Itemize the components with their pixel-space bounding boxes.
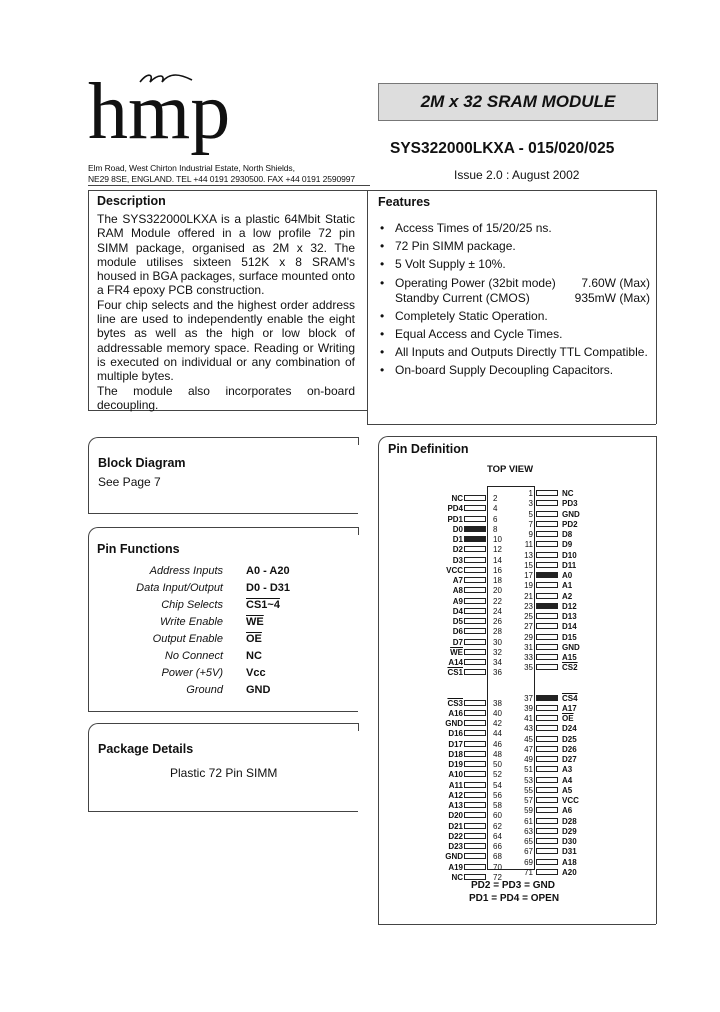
pin-function-value: CS1~4 — [246, 599, 280, 611]
pin-pad — [536, 807, 558, 813]
pin-pad — [464, 536, 486, 542]
pin-pad — [536, 859, 558, 865]
pin-pad — [464, 608, 486, 614]
pin-signal-left: D6 — [452, 627, 463, 637]
pin-pad — [536, 777, 558, 783]
pin-pad — [464, 628, 486, 634]
pin-number-right: 13 — [524, 550, 533, 560]
pin-pad — [536, 766, 558, 772]
pin-number-left: 64 — [493, 831, 502, 841]
pin-pad — [536, 552, 558, 558]
pin-number-left: 6 — [493, 514, 498, 524]
pin-signal-left: PD4 — [447, 504, 463, 514]
pin-pad — [464, 495, 486, 501]
pin-number-left: 54 — [493, 780, 502, 790]
pin-number-left: 22 — [493, 596, 502, 606]
pin-pad — [536, 736, 558, 742]
pin-pad — [464, 516, 486, 522]
pin-pad — [536, 848, 558, 854]
frame-tick — [358, 437, 359, 445]
pin-signal-left: D7 — [452, 637, 463, 647]
pin-number-right: 9 — [528, 530, 533, 539]
pin-pad — [464, 618, 486, 624]
pin-number-right: 53 — [524, 775, 533, 785]
address-line-1: Elm Road, West Chirton Industrial Estate, North Shields, — [88, 163, 295, 173]
pin-pad — [536, 644, 558, 650]
pin-pad — [464, 659, 486, 665]
pin-pad — [536, 869, 558, 875]
frame-bottom — [378, 924, 656, 925]
features-list — [378, 221, 650, 382]
pin-number-left: 52 — [493, 770, 502, 780]
pin-pad — [536, 541, 558, 547]
pin-pad — [464, 567, 486, 573]
pin-signal-right: GND — [562, 509, 580, 519]
pin-signal-left: D23 — [448, 842, 463, 851]
pin-signal-right: D27 — [562, 755, 577, 764]
pin-number-right: 11 — [524, 540, 533, 550]
pin-number-left: 30 — [493, 637, 502, 647]
pin-number-right: 21 — [524, 591, 533, 601]
pin-number-left: 2 — [493, 494, 498, 503]
pin-number-left: 4 — [493, 504, 498, 514]
pin-function-label: Output Enable — [152, 633, 223, 645]
pin-number-right: 45 — [524, 734, 533, 744]
pin-signal-left: CS1 — [447, 668, 463, 678]
pin-number-left: 24 — [493, 606, 502, 616]
pin-number-right: 55 — [524, 785, 533, 795]
pin-signal-right: D28 — [562, 816, 577, 826]
pin-number-left: 18 — [493, 576, 502, 585]
pin-pad — [536, 511, 558, 517]
pin-signal-left: D5 — [452, 617, 463, 626]
pin-signal-left: D20 — [448, 811, 463, 821]
pin-number-right: 65 — [524, 837, 533, 846]
pin-number-left: 62 — [493, 821, 502, 831]
pin-pad — [464, 874, 486, 880]
pin-signal-left: PD1 — [447, 514, 463, 524]
pin-pad — [464, 782, 486, 788]
pin-signal-right: A5 — [562, 785, 573, 795]
pin-number-left: 68 — [493, 852, 502, 862]
pin-number-right: 15 — [524, 560, 533, 570]
pin-pad — [464, 710, 486, 716]
pin-signal-left: A19 — [448, 862, 463, 872]
pin-pad — [464, 812, 486, 818]
pin-number-right: 17 — [524, 571, 533, 580]
frame-bottom — [88, 711, 358, 712]
pin-pad — [536, 531, 558, 537]
pin-pad — [464, 792, 486, 798]
pin-number-right: 7 — [528, 519, 533, 529]
pin-signal-right: D8 — [562, 530, 573, 539]
description-paragraph: Four chip selects and the highest order address line are used to independently enable the eight bytes as well as the high or low block of addressable memory space. Reading or Writing is executed on individual or any combination of multiple bytes. — [97, 297, 355, 384]
column-divider — [367, 190, 368, 424]
pin-signal-left: GND — [445, 719, 463, 728]
pin-signal-right: D10 — [562, 550, 577, 560]
standby-current-label: Standby Current (CMOS) — [395, 290, 530, 305]
package-type: Plastic 72 Pin SIMM — [170, 766, 278, 780]
pin-number-right: 49 — [524, 755, 533, 764]
pin-function-value: $\overline{OE}$ — [246, 633, 262, 645]
pin-pad — [536, 572, 558, 578]
pin-signal-right: D25 — [562, 734, 577, 744]
pin-function-value: GND — [246, 684, 271, 696]
pin-number-left: 34 — [493, 658, 502, 667]
pin-pad — [464, 505, 486, 511]
pin-number-right: 27 — [524, 622, 533, 632]
pin-number-left: 12 — [493, 545, 502, 555]
pin-number-left: 56 — [493, 790, 502, 800]
pin-number-left: 42 — [493, 719, 502, 728]
pin-number-left: 50 — [493, 760, 502, 769]
pin-signal-left: D18 — [448, 749, 463, 759]
pin-number-right: 47 — [524, 744, 533, 754]
feature-item-power — [378, 276, 650, 306]
pin-number-right: 63 — [524, 826, 533, 836]
pin-pad — [536, 582, 558, 588]
pin-number-left: 32 — [493, 647, 502, 657]
header-rule — [88, 185, 370, 186]
pin-function-value: A0 - A20 — [246, 565, 290, 577]
pin-pad — [536, 623, 558, 629]
features-heading: Features — [378, 195, 431, 209]
pin-function-label: Address Inputs — [149, 565, 223, 577]
pin-number-right: 3 — [528, 499, 533, 509]
pin-function-value: NC — [246, 650, 262, 662]
pin-signal-left: A12 — [448, 790, 463, 800]
module-title: 2M x 32 SRAM MODULE — [378, 83, 658, 121]
pin-number-right: 37 — [524, 693, 533, 703]
pin-pad — [464, 771, 486, 777]
pin-number-right: 41 — [524, 714, 533, 723]
pin-number-right: 1 — [528, 489, 533, 498]
pin-number-left: 58 — [493, 801, 502, 810]
pin-pad — [536, 838, 558, 844]
pin-pad — [536, 705, 558, 711]
pin-function-label: Ground — [186, 684, 223, 696]
pin-pad — [464, 730, 486, 736]
pin-signal-right: NC — [562, 489, 574, 498]
hmp-logo — [88, 70, 248, 170]
pd-note-1: PD2 = PD3 = GND — [471, 880, 555, 891]
pin-signal-left: D19 — [448, 760, 463, 769]
pin-function-label: Data Input/Output — [136, 582, 223, 594]
pin-function-label: Chip Selects — [161, 599, 223, 611]
pin-pad — [464, 669, 486, 675]
pin-pad — [464, 720, 486, 726]
pin-pad — [536, 715, 558, 721]
pin-number-right: 51 — [524, 765, 533, 775]
pin-number-right: 67 — [524, 847, 533, 857]
pin-signal-right: D11 — [562, 560, 577, 570]
pin-signal-right: A3 — [562, 765, 573, 775]
logo-text: hmp — [88, 70, 231, 156]
pin-pad — [464, 802, 486, 808]
pin-function-value: D0 - D31 — [246, 582, 291, 594]
description-paragraph: The module also incorporates on-board decoupling. — [97, 383, 355, 412]
pin-number-left: 8 — [493, 524, 498, 534]
pin-pad — [464, 843, 486, 849]
block-diagram-link[interactable]: See Page 7 — [98, 475, 161, 489]
pin-number-right: 71 — [524, 867, 533, 877]
pin-number-left: 10 — [493, 535, 502, 544]
pin-signal-left: CS3 — [447, 698, 463, 708]
pin-number-left: 38 — [493, 698, 502, 708]
pin-pad — [464, 751, 486, 757]
pin-signal-right: A6 — [562, 806, 573, 816]
pin-number-left: 72 — [493, 872, 502, 882]
pin-pad — [464, 823, 486, 829]
pin-pad — [536, 756, 558, 762]
pin-functions-heading: Pin Functions — [97, 542, 180, 556]
pin-signal-left: D3 — [452, 555, 463, 565]
pin-pad — [464, 577, 486, 583]
pin-number-right: 43 — [524, 724, 533, 734]
issue-date: Issue 2.0 : August 2002 — [454, 168, 580, 182]
pin-number-left: 26 — [493, 617, 502, 626]
pin-signal-right: D31 — [562, 847, 577, 857]
description-paragraph: The SYS322000LKXA is a plastic 64Mbit Static RAM Module offered in a low profile 72 pin SIMM package, organised as 2M x 32. The module utilises sixteen 512K x 8 SRAM's housed in BGA packages, surface mounted onto a FR4 epoxy PCB construction. — [97, 212, 355, 298]
part-number: SYS322000LKXA - 015/020/025 — [390, 140, 615, 157]
pin-number-right: 35 — [524, 663, 533, 673]
pin-pad — [536, 695, 558, 701]
pin-number-right: 5 — [528, 509, 533, 519]
pin-number-left: 14 — [493, 555, 502, 565]
pin-signal-right: D30 — [562, 837, 577, 846]
pin-number-left: 60 — [493, 811, 502, 821]
pin-signal-left: A14 — [448, 658, 463, 667]
pin-number-left: 70 — [493, 862, 502, 872]
pin-pad — [536, 746, 558, 752]
pin-signal-right: A15 — [562, 653, 577, 662]
pin-pad — [464, 546, 486, 552]
pin-signal-right: A18 — [562, 857, 577, 867]
pin-pad — [464, 557, 486, 563]
pin-signal-left: D4 — [452, 606, 463, 616]
pin-signal-right: A2 — [562, 591, 573, 601]
pin-signal-right: D26 — [562, 744, 577, 754]
pin-signal-left: D21 — [448, 821, 463, 831]
pin-number-right: 59 — [524, 806, 533, 816]
feature-item: • All Inputs and Outputs Directly TTL Compatible. — [378, 345, 650, 360]
pin-signal-right: A0 — [562, 571, 573, 580]
pin-signal-right: GND — [562, 642, 580, 652]
address-line-2: NE29 8SE, ENGLAND. TEL +44 0191 2930500. FAX +44 0191 2590997 — [88, 174, 356, 184]
feature-item: • On-board Supply Decoupling Capacitors. — [378, 363, 650, 378]
pin-number-left: 44 — [493, 729, 502, 739]
pin-signal-right: PD2 — [562, 519, 578, 529]
pin-pad — [536, 562, 558, 568]
frame-tick — [358, 723, 359, 731]
pin-number-right: 39 — [524, 703, 533, 713]
pin-pad — [536, 593, 558, 599]
top-view-label: TOP VIEW — [487, 464, 534, 475]
feature-item: • Access Times of 15/20/25 ns. — [378, 221, 650, 236]
pin-pad — [536, 490, 558, 496]
pin-signal-left: A8 — [452, 586, 463, 596]
pin-signal-left: A9 — [452, 596, 463, 606]
operating-power-label: • Operating Power (32bit mode) — [395, 275, 556, 290]
pin-signal-right: D12 — [562, 601, 577, 611]
pin-number-left: 28 — [493, 627, 502, 637]
pin-number-right: 19 — [524, 581, 533, 591]
pin-pad — [464, 598, 486, 604]
pin-signal-left: $\overline{WE}$ — [450, 647, 463, 657]
pin-pad — [464, 700, 486, 706]
pin-signal-right: VCC — [562, 796, 579, 805]
pin-pad — [464, 587, 486, 593]
pin-number-right: 69 — [524, 857, 533, 867]
pin-pad — [536, 797, 558, 803]
pin-signal-left: D1 — [452, 535, 463, 544]
pin-pad — [464, 639, 486, 645]
pin-definition-heading: Pin Definition — [388, 442, 469, 456]
feat-bottom-rule — [367, 424, 656, 425]
frame-bottom — [88, 513, 358, 514]
feature-item: • 5 Volt Supply ± 10%. — [378, 257, 650, 272]
pin-signal-left: NC — [451, 872, 463, 882]
pin-number-left: 46 — [493, 739, 502, 749]
pin-signal-right: A1 — [562, 581, 573, 591]
pin-function-value: $\overline{WE}$ — [246, 616, 264, 628]
block-diagram-heading: Block Diagram — [98, 456, 186, 470]
pin-function-label: Power (+5V) — [161, 667, 223, 679]
frame-tick — [358, 527, 359, 535]
pin-number-right: 61 — [524, 816, 533, 826]
frame-bottom — [88, 811, 358, 812]
pin-signal-left: A10 — [448, 770, 463, 780]
pin-number-right: 25 — [524, 612, 533, 621]
pd-note-2: PD1 = PD4 = OPEN — [469, 893, 560, 904]
pin-pad — [536, 828, 558, 834]
pin-function-label: Write Enable — [160, 616, 223, 628]
pin-pad — [464, 761, 486, 767]
pin-function-label: No Connect — [164, 650, 223, 662]
pin-signal-right: CS4 — [562, 693, 578, 703]
pin-signal-left: D22 — [448, 831, 463, 841]
pin-number-right: 31 — [524, 642, 533, 652]
pin-number-left: 16 — [493, 565, 502, 575]
pin-pad — [536, 500, 558, 506]
pin-signal-left: GND — [445, 852, 463, 862]
pin-pad — [536, 725, 558, 731]
package-heading: Package Details — [98, 742, 194, 756]
pin-signal-left: A13 — [448, 801, 463, 810]
pin-number-left: 66 — [493, 842, 502, 851]
pin-signal-left: D17 — [448, 739, 463, 749]
pin-pad — [536, 654, 558, 660]
pin-number-right: 57 — [524, 796, 533, 805]
pin-pad — [536, 664, 558, 670]
pin-signal-right: D13 — [562, 612, 577, 621]
pin-signal-left: NC — [451, 494, 463, 503]
operating-power-value: 7.60W (Max) — [581, 275, 650, 290]
pin-signal-right: $\overline{OE}$ — [562, 714, 574, 723]
pin-number-right: 23 — [524, 601, 533, 611]
pin-pad — [536, 818, 558, 824]
pin-number-left: 36 — [493, 668, 502, 678]
pin-pad — [536, 603, 558, 609]
pin-pad — [464, 649, 486, 655]
pin-signal-right: PD3 — [562, 499, 578, 509]
pin-signal-left: A16 — [448, 708, 463, 718]
pin-signal-left: A7 — [452, 576, 463, 585]
frame-right — [656, 436, 657, 924]
pin-function-value: Vcc — [246, 667, 266, 679]
feature-item: • Equal Access and Cycle Times. — [378, 327, 650, 342]
pin-number-left: 20 — [493, 586, 502, 596]
pin-number-left: 40 — [493, 708, 502, 718]
description-heading: Description — [97, 194, 166, 208]
right-frame — [656, 190, 657, 424]
feature-item: • Completely Static Operation. — [378, 309, 650, 324]
pin-signal-right: CS2 — [562, 663, 578, 673]
section-top-rule — [88, 190, 656, 191]
pin-signal-right: A17 — [562, 703, 577, 713]
pin-signal-right: D29 — [562, 826, 577, 836]
pin-signal-left: VCC — [446, 565, 463, 575]
pin-pad — [464, 864, 486, 870]
pin-signal-right: D9 — [562, 540, 573, 550]
pin-pad — [536, 613, 558, 619]
standby-current-value: 935mW (Max) — [574, 290, 650, 305]
pin-signal-left: D2 — [452, 545, 463, 555]
pin-number-right: 29 — [524, 632, 533, 642]
pin-signal-left: A11 — [448, 780, 463, 790]
pin-signal-left: D0 — [452, 524, 463, 534]
description-body — [97, 212, 355, 412]
pin-pad — [464, 853, 486, 859]
pin-signal-left: D16 — [448, 729, 463, 739]
pin-signal-right: D14 — [562, 622, 577, 632]
pin-pad — [536, 521, 558, 527]
left-frame — [88, 190, 89, 410]
pin-pad — [536, 634, 558, 640]
pin-number-left: 48 — [493, 749, 502, 759]
pin-signal-right: D24 — [562, 724, 577, 734]
pin-pad — [464, 833, 486, 839]
pin-signal-right: A20 — [562, 867, 577, 877]
pin-pad — [464, 741, 486, 747]
pin-number-right: 33 — [524, 653, 533, 662]
pin-signal-right: D15 — [562, 632, 577, 642]
pin-pad — [536, 787, 558, 793]
feature-item: • 72 Pin SIMM package. — [378, 239, 650, 254]
pin-pad — [464, 526, 486, 532]
pin-signal-right: A4 — [562, 775, 573, 785]
